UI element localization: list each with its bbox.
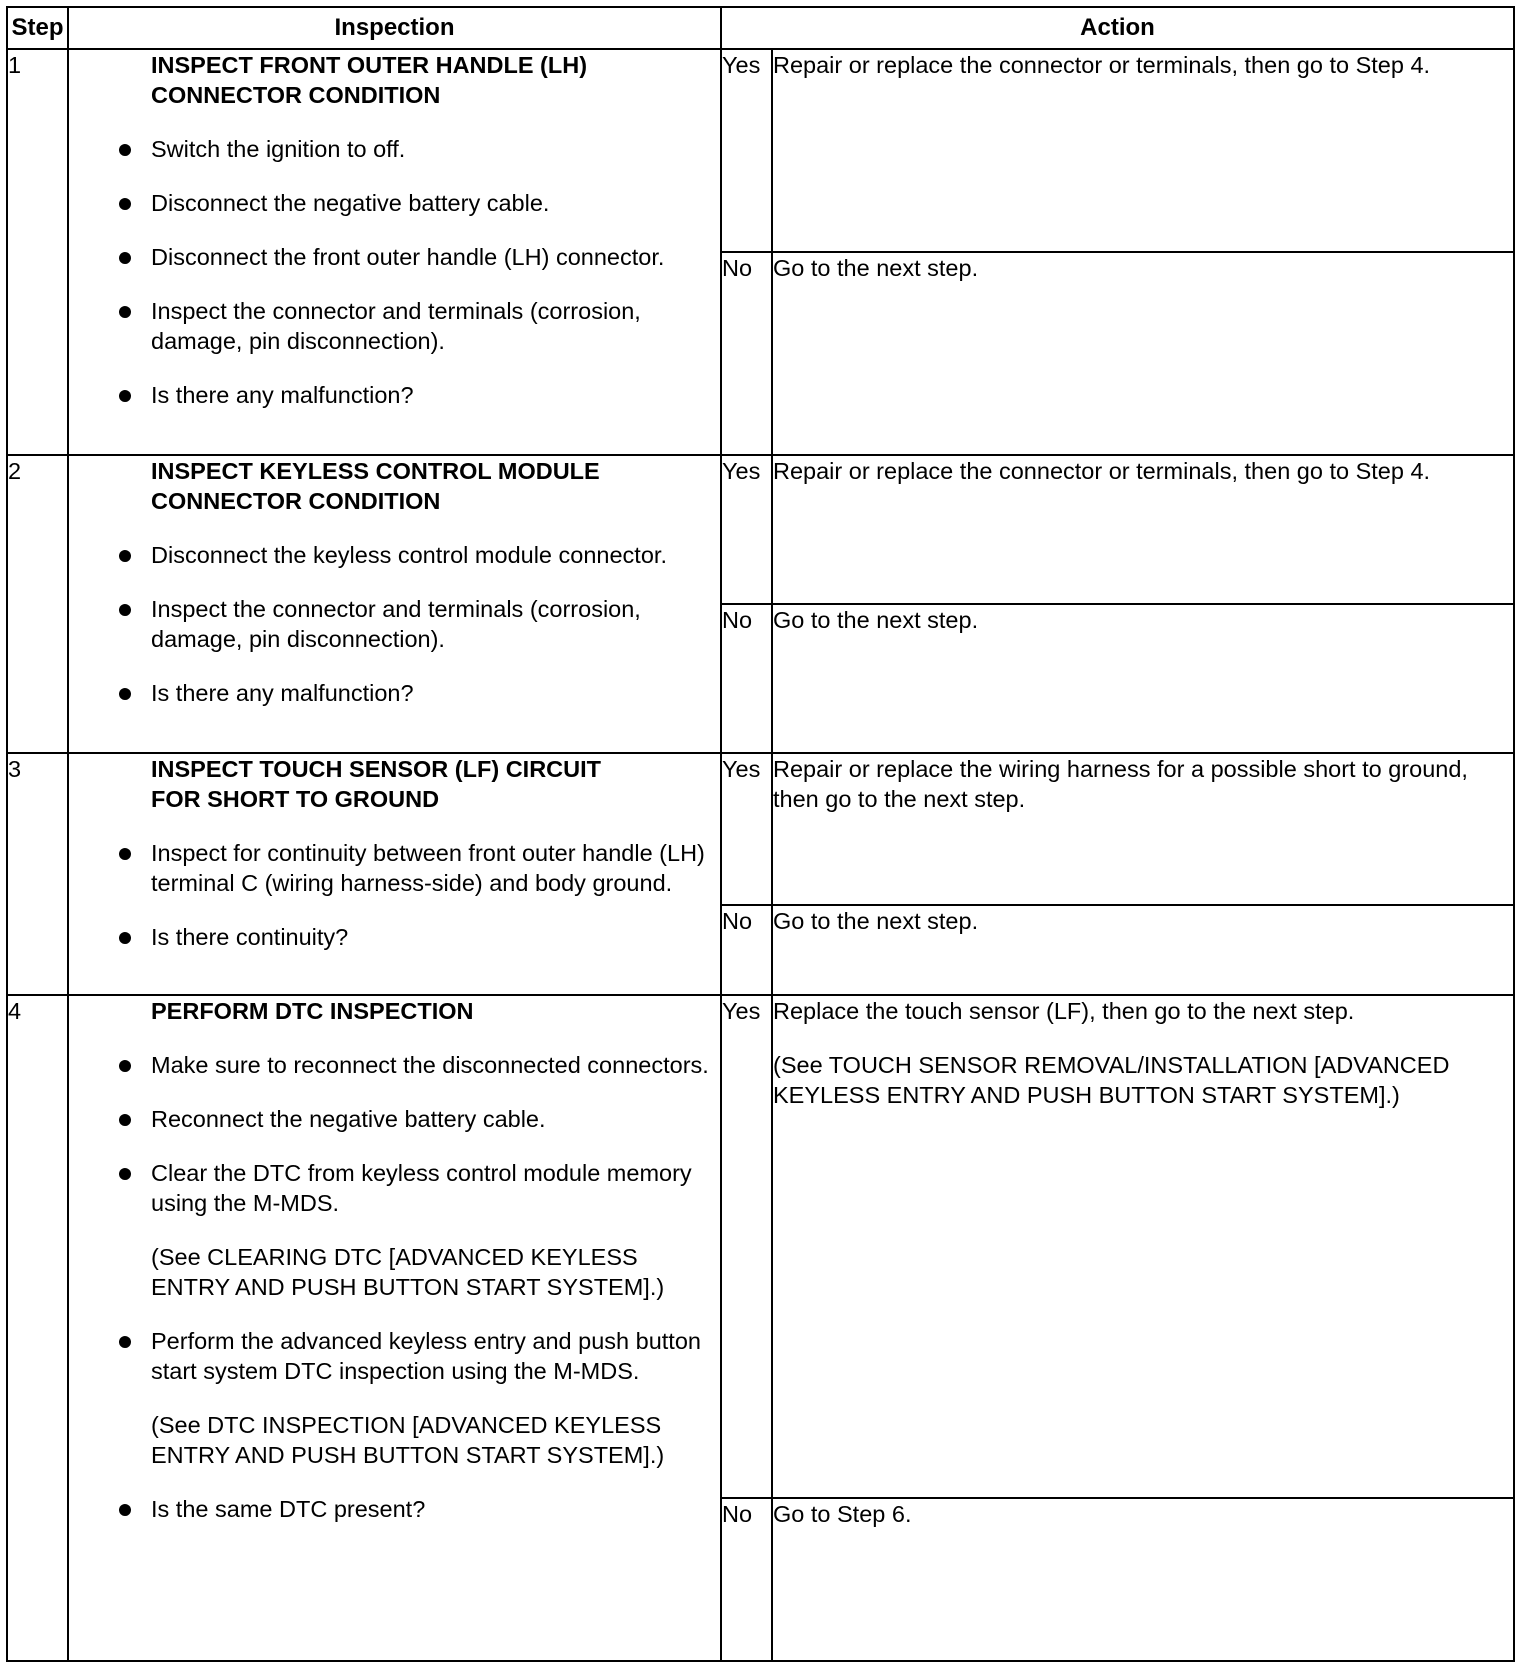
step-3-inspection [68, 753, 721, 995]
bullet-icon [119, 688, 131, 700]
list-item: Disconnect the front outer handle (LH) connector. [69, 242, 720, 272]
reference-note: (See CLEARING DTC [ADVANCED KEYLESS ENTRY AND PUSH BUTTON START SYSTEM].) [151, 1243, 665, 1300]
bullet-icon [119, 1504, 131, 1516]
yes-action-cell [772, 995, 1514, 1498]
bullet-icon [119, 198, 131, 210]
diagnostic-table [6, 6, 1515, 1662]
bullet-icon [119, 306, 131, 318]
bullet-icon [119, 1336, 131, 1348]
step-2-yes-row [7, 455, 1514, 604]
bullet-icon [119, 848, 131, 860]
list-item: Perform the advanced keyless entry and push button start system DTC inspection using the M-MDS. [69, 1326, 720, 1386]
step-title: INSPECT TOUCH SENSOR (LF) CIRCUIT FOR SHORT TO GROUND [151, 756, 601, 813]
step-title: INSPECT FRONT OUTER HANDLE (LH) CONNECTOR CONDITION [151, 52, 588, 108]
bullet-icon [119, 1060, 131, 1072]
no-action: Go to the next step. [772, 604, 1514, 753]
list-item: Is there any malfunction? [69, 380, 720, 410]
yes-label: Yes [721, 455, 772, 604]
yes-action: Replace the touch sensor (LF), then go to the next step. [773, 997, 1355, 1024]
bullet-icon [119, 1168, 131, 1180]
step-title: INSPECT KEYLESS CONTROL MODULE CONNECTOR CONDITION [151, 458, 600, 515]
list-item: Inspect for continuity between front outer handle (LH) terminal C (wiring harness-side) and body ground. [69, 838, 720, 898]
list-item: Is the same DTC present? [69, 1494, 720, 1524]
step-4-yes-row [7, 995, 1514, 1498]
no-label: No [721, 905, 772, 994]
step-number: 3 [7, 753, 68, 995]
no-action: Go to the next step. [772, 252, 1514, 455]
list-item: Inspect the connector and terminals (corrosion, damage, pin disconnection). [69, 296, 720, 356]
bullet-icon [119, 144, 131, 156]
list-item: Disconnect the negative battery cable. [69, 188, 720, 218]
no-action: Go to the next step. [772, 905, 1514, 994]
yes-action: Repair or replace the connector or terminals, then go to Step 4. [772, 49, 1514, 252]
step-number: 4 [7, 995, 68, 1661]
yes-action: Repair or replace the connector or terminals, then go to Step 4. [772, 455, 1514, 604]
list-item: Reconnect the negative battery cable. [69, 1104, 720, 1134]
yes-label: Yes [721, 995, 772, 1498]
yes-label: Yes [721, 753, 772, 905]
bullet-icon [119, 1114, 131, 1126]
step-number: 1 [7, 49, 68, 455]
no-label: No [721, 252, 772, 455]
step-1-inspection [68, 49, 721, 455]
step-number: 2 [7, 455, 68, 753]
step-4-inspection [68, 995, 721, 1661]
step-2-inspection [68, 455, 721, 753]
list-item: Clear the DTC from keyless control module memory using the M-MDS. [69, 1158, 720, 1218]
step-title: PERFORM DTC INSPECTION [151, 997, 474, 1024]
bullet-icon [119, 550, 131, 562]
list-item: Is there continuity? [69, 922, 720, 952]
no-label: No [721, 604, 772, 753]
list-item: Is there any malfunction? [69, 678, 720, 708]
step-3-yes-row [7, 753, 1514, 905]
bullet-icon [119, 932, 131, 944]
bullet-icon [119, 604, 131, 616]
no-action: Go to Step 6. [772, 1498, 1514, 1661]
list-item: Disconnect the keyless control module connector. [69, 540, 720, 570]
reference-note: (See DTC INSPECTION [ADVANCED KEYLESS ENTRY AND PUSH BUTTON START SYSTEM].) [151, 1411, 665, 1468]
no-label: No [721, 1498, 772, 1661]
header-row [7, 7, 1514, 49]
bullet-icon [119, 252, 131, 264]
yes-label: Yes [721, 49, 772, 252]
header-step: Step [7, 7, 68, 49]
step-1-yes-row [7, 49, 1514, 252]
list-item: Inspect the connector and terminals (corrosion, damage, pin disconnection). [69, 594, 720, 654]
list-item: Make sure to reconnect the disconnected connectors. [69, 1050, 720, 1080]
yes-action: Repair or replace the wiring harness for a possible short to ground, then go to the next step. [772, 753, 1514, 905]
header-inspection: Inspection [68, 7, 721, 49]
list-item: Switch the ignition to off. [69, 134, 720, 164]
header-action: Action [721, 7, 1514, 49]
bullet-icon [119, 390, 131, 402]
diagnostic-procedure-document [6, 6, 1513, 1662]
reference-note: (See TOUCH SENSOR REMOVAL/INSTALLATION [ADVANCED KEYLESS ENTRY AND PUSH BUTTON START SYSTEM].) [773, 1051, 1450, 1108]
